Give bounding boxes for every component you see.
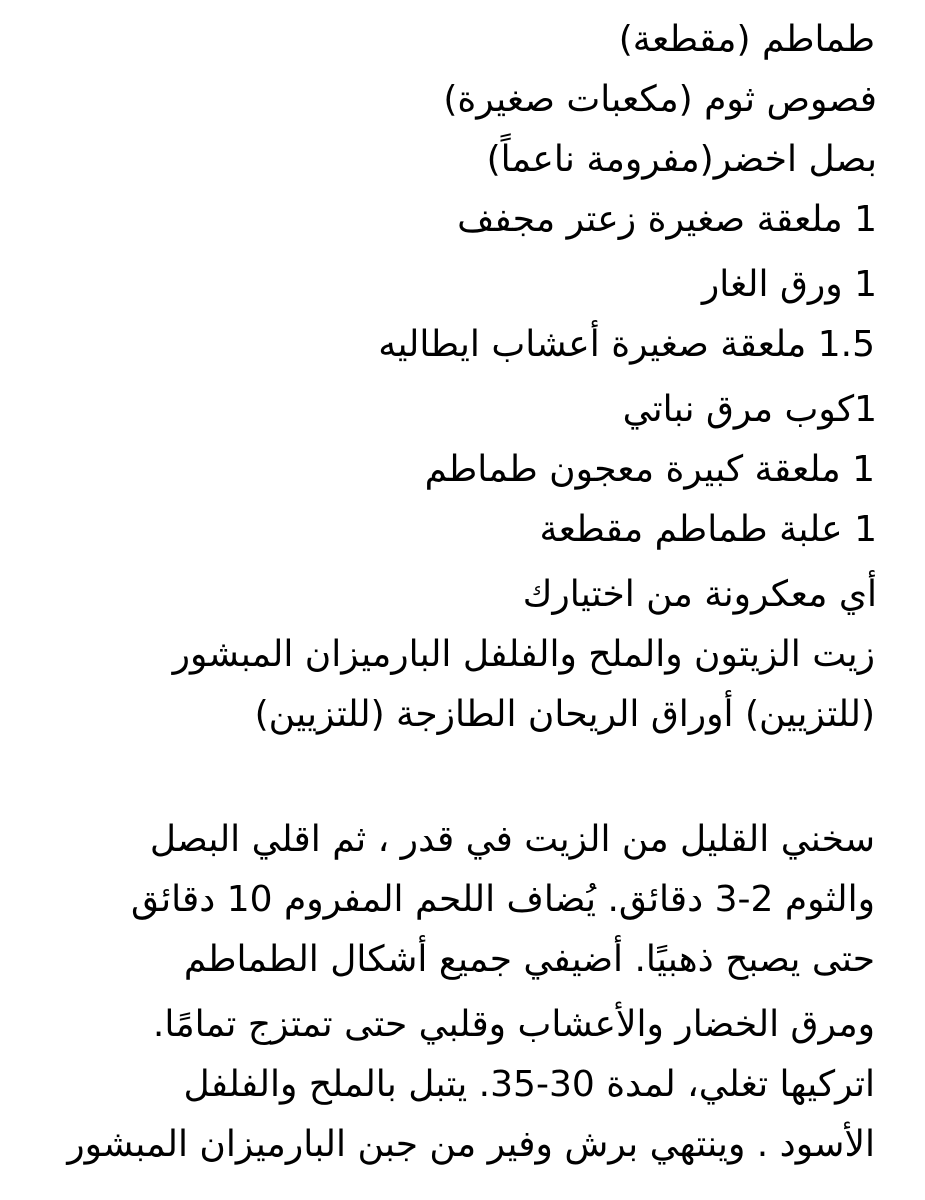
ingredient-line: فصوص ثوم (مكعبات صغيرة) bbox=[443, 79, 877, 120]
ingredient-line: 1 ملعقة صغيرة زعتر مجفف bbox=[457, 199, 877, 240]
ingredient-line: أي معكرونة من اختيارك bbox=[522, 574, 877, 615]
ingredient-line: 1 ورق الغار bbox=[701, 264, 877, 305]
ingredient-line: 1كوب مرق نباتي bbox=[622, 389, 877, 430]
instruction-line: الأسود . وينتهي برش وفير من جبن البارميزان المبشور bbox=[67, 1124, 875, 1165]
instruction-line: سخني القليل من الزيت في قدر ، ثم اقلي البصل bbox=[149, 819, 875, 860]
instruction-line: ومرق الخضار والأعشاب وقلبي حتى تمتزج تمامًا. bbox=[152, 1004, 875, 1045]
ingredient-line: 1 ملعقة كبيرة معجون طماطم bbox=[424, 449, 875, 490]
instruction-line: والثوم 2-3 دقائق. يُضاف اللحم المفروم 10 دقائق bbox=[131, 879, 875, 920]
ingredient-line: 1 علبة طماطم مقطعة bbox=[539, 509, 877, 550]
instruction-line: اتركيها تغلي، لمدة 30-35. يتبل بالملح والفلفل bbox=[183, 1064, 875, 1105]
ingredient-line: طماطم (مقطعة) bbox=[618, 19, 875, 60]
ingredient-line: بصل اخضر(مفرومة ناعماً) bbox=[486, 139, 877, 180]
ingredient-line: زيت الزيتون والملح والفلفل البارميزان المبشور bbox=[172, 634, 875, 675]
ingredient-line: (للتزيين) أوراق الريحان الطازجة (للتزيين) bbox=[254, 694, 875, 735]
ingredient-line: 1.5 ملعقة صغيرة أعشاب ايطاليه bbox=[378, 324, 875, 365]
instruction-line: حتى يصبح ذهبيًا. أضيفي جميع أشكال الطماطم bbox=[183, 939, 875, 980]
